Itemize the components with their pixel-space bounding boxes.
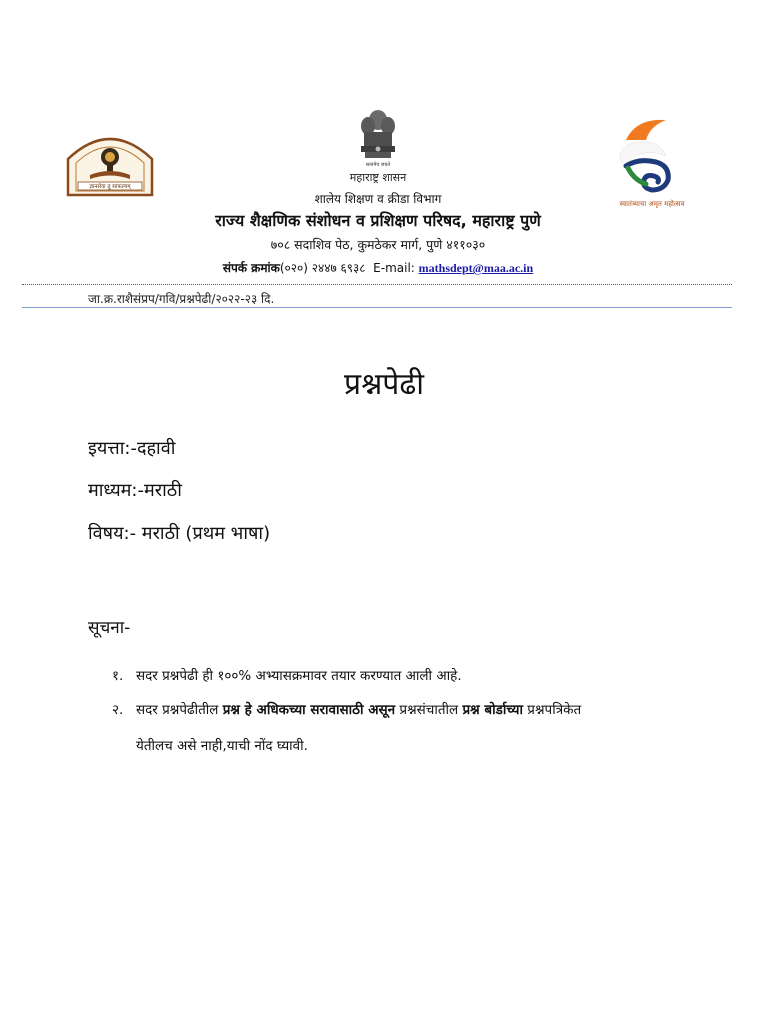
field-standard-label: इयत्ता:-: [88, 438, 137, 459]
department-name: शालेय शिक्षण व क्रीडा विभाग: [314, 192, 442, 206]
notice-item-2: [112, 700, 581, 718]
emblem-motto: सत्यमेव जयते: [365, 162, 391, 168]
email-label: E-mail:: [373, 261, 415, 275]
national-emblem: [356, 108, 400, 168]
field-medium-value: मराठी: [143, 480, 182, 501]
state-government: महाराष्ट्र शासन: [349, 171, 407, 184]
field-medium: [88, 478, 182, 502]
contact-line: [140, 259, 616, 276]
scert-logo: [64, 125, 156, 197]
notice-item-1: [112, 666, 462, 684]
notice-item-2-text-b: प्रश्नसंचातील: [395, 702, 463, 718]
field-subject-label: विषय:-: [88, 523, 137, 544]
reference-number: जा.क्र.राशैसंप्रप/गवि/प्रश्नपेढी/२०२२-२३ दि.: [88, 292, 275, 306]
field-subject: [88, 521, 270, 545]
notice-item-2-bold-a: प्रश्न हे अधिकच्या सरावासाठी असून: [222, 702, 396, 718]
email-link[interactable]: mathsdept@maa.ac.in: [418, 261, 534, 275]
notice-item-2-bold-b: प्रश्न बोर्डाच्या: [462, 702, 524, 718]
notice-item-2-number: २.: [112, 702, 124, 718]
notice-item-2-continuation: येतीलच असे नाही,याची नोंद घ्यावी.: [136, 738, 308, 754]
header-divider-dotted: [22, 284, 732, 285]
notice-item-2-text-c: प्रश्नपत्रिकेत: [523, 702, 582, 718]
amrit-mahotsav-logo: [606, 110, 696, 212]
field-standard: [88, 436, 175, 460]
field-standard-value: दहावी: [136, 438, 176, 459]
address: ७०८ सदाशिव पेठ, कुमठेकर मार्ग, पुणे ४११०३०: [270, 237, 486, 252]
contact-number: (०२०) २४४७ ६९३८: [279, 261, 366, 275]
council-name: राज्य शैक्षणिक संशोधन व प्रशिक्षण परिषद, महाराष्ट्र पुणे: [215, 211, 541, 230]
header-divider-blue: [22, 307, 732, 308]
notice-heading: सूचना-: [88, 618, 131, 638]
document-title: प्रश्नपेढी: [344, 367, 424, 402]
notice-item-2-text-a: सदर प्रश्नपेढीतील: [136, 702, 223, 718]
right-logo-text: स्वातंत्र्याचा अमृत महोत्सव: [619, 200, 685, 208]
left-logo-motto: ज्ञानसेवा तु साफल्यम्: [89, 184, 131, 190]
notice-item-1-text: सदर प्रश्नपेढी ही १००% अभ्यासक्रमावर तयार करण्यात आली आहे.: [136, 668, 462, 684]
notice-item-1-number: १.: [112, 668, 124, 684]
field-medium-label: माध्यम:-: [88, 480, 144, 501]
field-subject-value: मराठी (प्रथम भाषा): [136, 523, 271, 544]
contact-label: संपर्क क्रमांक: [222, 261, 280, 275]
